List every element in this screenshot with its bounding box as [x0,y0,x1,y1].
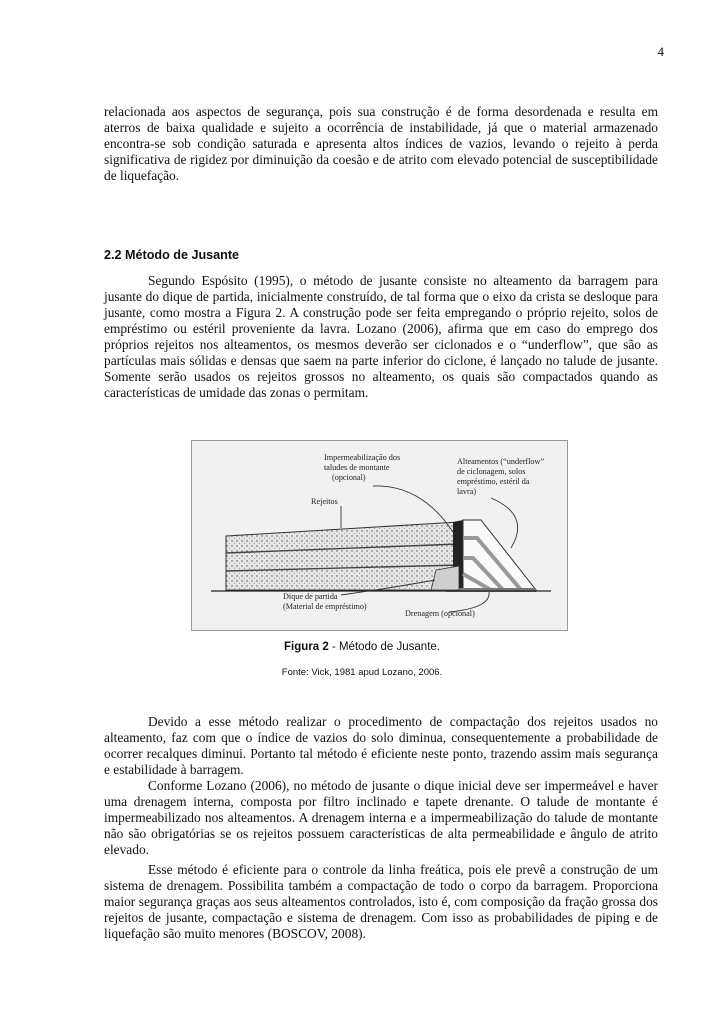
label-line: (opcional) [332,473,366,482]
label-line: taludes de montante [324,463,390,472]
figure-diagram [191,440,568,631]
label-line: lavra) [457,487,477,496]
label-line: Impermeabilização dos [324,453,401,462]
paragraph-4: Esse método é eficiente para o controle da linha freática, pois ele prevê a construção de um sistema de drenagem. Possibilita também a compactação de todo o corpo da barragem. Proporciona maior segurança graças aos seus alteamentos controlados, isto é, com composição da fração grossa dos rejeitos de jusante, compactação e sistema de drenagem. Com isso as probabilidades de piping e de liquefação são muito menores (BOSCOV, 2008). [104,862,658,941]
label-line: de ciclonagem, solos [457,467,526,476]
figure-source: Fonte: Vick, 1981 apud Lozano, 2006. [281,667,443,678]
label-line: Dique de partida [283,592,338,601]
section-heading: 2.2 Método de Jusante [104,248,240,262]
label-drenagem: Drenagem (opcional) [405,609,475,618]
figure-caption [0,641,724,653]
paragraph-2: Devido a esse método realizar o procedimento de compactação dos rejeitos usados no alteamento, faz com que o índice de vazios do solo diminua, consequentemente a probabilidade de ocorrer recalques diminui. Portanto tal método é eficiente neste ponto, trazendo assim mais segurança e estabilidade à barragem. [104,714,658,777]
caption-label: Figura 2 [284,641,329,653]
label-rejeitos: Rejeitos [311,497,338,506]
caption-text: - Método de Jusante. [328,641,440,653]
label-line: Alteamentos (“underflow” [457,457,545,466]
page-number: 4 [657,44,664,59]
label-line: empréstimo, estéril da [457,477,530,486]
paragraph-3: Conforme Lozano (2006), no método de jusante o dique inicial deve ser impermeável e haver uma drenagem interna, composta por filtro inclinado e tapete drenante. O talude de montante é impermeabilizado nos alteamentos. A drenagem interna e a impermeabilização do talude de montante não são obrigatórias se os rejeitos possuem características de alta permeabilidade e ângulo de atrito elevado. [104,778,658,857]
paragraph-intro: relacionada aos aspectos de segurança, pois sua construção é de forma desordenada e resulta em aterros de baixa qualidade e sujeito a ocorrência de instabilidade, já que o material armazenado encontra-se sob condição saturada e apresenta altos índices de vazios, levando o rejeito à perda significativa de rigidez por diminuição da coesão e de atrito com elevado potencial de susceptibilidade de liquefação. [104,104,658,183]
label-line: (Material de empréstimo) [283,602,367,611]
dam-diagram [191,440,568,631]
paragraph-section-1: Segundo Espósito (1995), o método de jusante consiste no alteamento da barragem para jusante do dique de partida, inicialmente construído, de tal forma que o eixo da crista se desloque para jusante, como mostra a Figura 2. A construção pode ser feita empregando o próprio rejeito, solos de empréstimo ou estéril proveniente da lavra. Lozano (2006), afirma que em caso do emprego dos próprios rejeitos nos alteamentos, os mesmos deverão ser ciclonados e o “underflow”, que são as partículas mais sólidas e densas que saem na parte inferior do ciclone, é lançado no talude de jusante. Somente serão usados os rejeitos grossos no alteamento, os quais são compactados quando as características de umidade das zonas o permitam. [104,273,658,400]
